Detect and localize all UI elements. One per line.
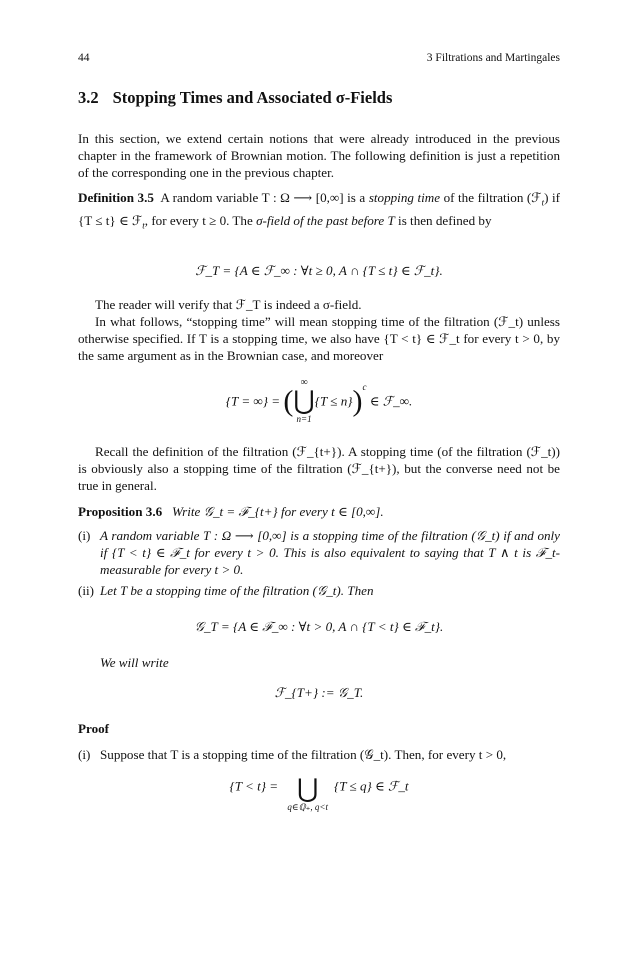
proposition-item-ii-text: Let T be a stopping time of the filtration (𝒢_t). Then	[100, 583, 374, 598]
section-title: Stopping Times and Associated σ-Fields	[112, 88, 393, 107]
equation-f-t: ℱ_T = {A ∈ ℱ_∞ : ∀t ≥ 0, A ∩ {T ≤ t} ∈ ℱ_t}.	[195, 263, 443, 278]
complement-superscript: c	[362, 382, 367, 392]
proof-item-i	[78, 746, 560, 763]
definition-text-4: is then defined by	[394, 212, 492, 228]
running-header	[78, 50, 560, 66]
eq2-inner: {T ≤ n}	[314, 393, 353, 409]
proof-item-i-label: (i)	[78, 747, 91, 762]
definition-text-2b: ) if {T ≤ t} ∈ ℱ	[78, 190, 561, 228]
eq2-lhs: {T = ∞} =	[225, 393, 284, 409]
page-number: 44	[78, 52, 90, 64]
proposition-item-i-label: (i)	[78, 528, 91, 543]
running-title: 3 Filtrations and Martingales	[426, 52, 560, 64]
big-union-symbol-2: ⋃ q∈ℚ₊, q<t	[287, 774, 328, 812]
equation-t-infinity	[78, 378, 560, 430]
paragraph-what-follows: In what follows, “stopping time” will mean stopping time of the filtration (ℱ_t) unless otherwise specified. If T is a stopping time, we also have {T < t} ∈ ℱ_t for every t > 0, by the same argument as in the Brownian case, and moreover	[78, 314, 560, 363]
union-lower-limit: n=1	[296, 414, 312, 424]
definition-emph-stopping-time: stopping time	[368, 190, 441, 205]
proof-label: Proof	[78, 721, 110, 736]
union-upper-limit: ∞	[300, 377, 308, 388]
proposition-item-i	[78, 527, 560, 578]
equation-t-less-t	[78, 776, 560, 822]
proposition-item-ii	[78, 582, 560, 599]
section-heading	[78, 88, 560, 108]
definition-3-5: Definition 3.5 A random variable T : Ω ⟶ [0,∞] is a stopping time of the filtration (ℱ$_t$) if {T ≤ t} ∈ ℱ$_t$, for every t ≥ 0. The σ-field of the past before T is then defined by	[78, 190, 561, 231]
eq5-rhs: {T ≤ q} ∈ ℱ_t	[333, 778, 409, 794]
union-index-set: q∈ℚ₊, q<t	[287, 802, 328, 812]
proposition-item-ii-label: (ii)	[78, 583, 94, 598]
paragraph-recall: Recall the definition of the filtration (ℱ_{t+}). A stopping time (of the filtration (ℱ_t)) is obviously also a stopping time of the filtration (ℱ_{t+}), but the converse need not be true in general.	[78, 444, 560, 493]
proposition-statement: Write 𝒢_t = ℱ_{t+} for every t ∈ [0,∞].	[171, 504, 384, 519]
we-will-write: We will write	[100, 655, 169, 670]
definition-emph-sigma-field: σ-field of the past before T	[256, 212, 395, 228]
definition-text-3: , for every t ≥ 0. The	[144, 212, 257, 228]
proof-item-i-text: Suppose that T is a stopping time of the filtration (𝒢_t). Then, for every t > 0,	[100, 747, 507, 762]
big-union-symbol: ∞ ⋃ n=1	[293, 377, 315, 424]
definition-text-2: of the filtration (ℱ	[440, 190, 542, 205]
proposition-label: Proposition 3.6	[78, 504, 163, 519]
eq2-rhs: ∈ ℱ_∞.	[366, 393, 413, 409]
eq5-lhs: {T < t} =	[229, 778, 282, 794]
section-number: 3.2	[78, 88, 99, 107]
equation-g-t: 𝒢_T = {A ∈ ℱ_∞ : ∀t > 0, A ∩ {T < t} ∈ ℱ_t}.	[194, 619, 444, 634]
definition-text-1: A random variable T : Ω ⟶ [0,∞] is a	[160, 190, 369, 205]
proposition-3-6-statement	[78, 503, 560, 520]
equation-f-t-plus: ℱ_{T+} := 𝒢_T.	[274, 685, 364, 700]
definition-label: Definition 3.5	[78, 190, 154, 205]
intro-paragraph: In this section, we extend certain notions that were already introduced in the previous chapter in the framework of Brownian motion. The following definition is just a repetition of the corresponding one in the previous chapter.	[78, 131, 560, 180]
eq2-left-paren: (	[283, 384, 294, 418]
paragraph-verify: The reader will verify that ℱ_T is indeed a σ-field.	[95, 297, 362, 312]
eq2-right-paren: )	[352, 384, 363, 418]
proposition-item-i-text: A random variable T : Ω ⟶ [0,∞] is a stopping time of the filtration (𝒢_t) if and only if {T < t} ∈ ℱ_t for every t > 0. This is also equivalent to saying that T ∧ t is ℱ_t-measurable for every t > 0.	[100, 528, 560, 577]
